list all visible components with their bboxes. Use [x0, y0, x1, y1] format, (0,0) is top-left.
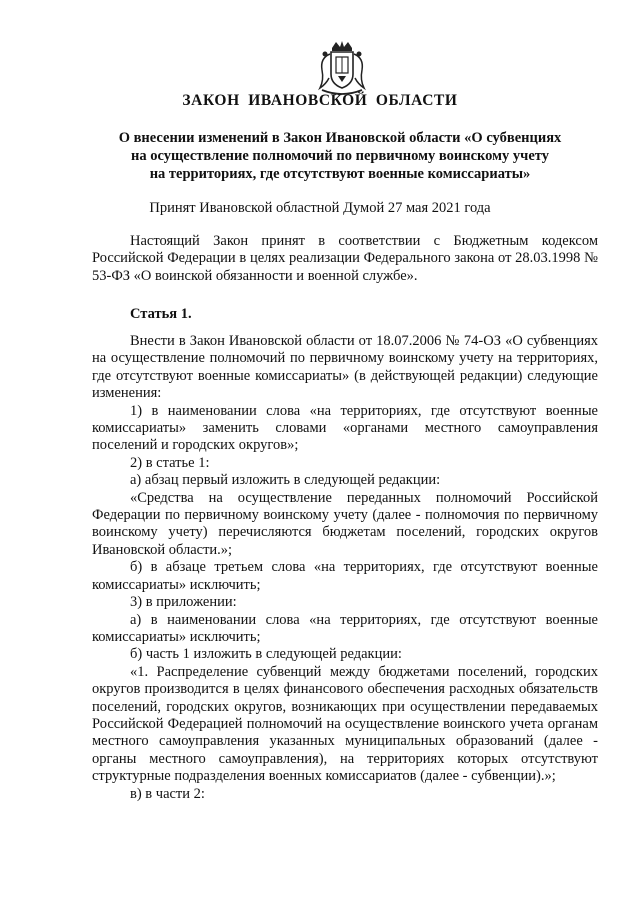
article-paragraph: 2) в статье 1: — [130, 454, 210, 471]
article-paragraph: а) в наименовании слова «на территориях, где отсутствуют военные комиссариаты» исключить; — [92, 611, 598, 645]
article-paragraph: б) часть 1 изложить в следующей редакции: — [130, 646, 402, 663]
ivanovo-coat-of-arms-icon — [316, 40, 368, 98]
subtitle-line: на территориях, где отсутствуют военные комиссариаты» — [149, 166, 531, 182]
preamble — [92, 233, 598, 285]
article-paragraph: 1) в наименовании слова «на территориях, где отсутствуют военные комиссариаты» заменить словами «органами местного самоуправления поселений и городских округов»; — [92, 402, 598, 454]
article-heading: Статья 1. — [130, 306, 192, 322]
article-paragraph: «1. Распределение субвенций между бюджетами поселений, городских округов производится в целях финансового обеспечения расходных обязательств поселений, городских округов, возникающих при осуществлении передаваемых Российской Федерацией полномочий на осуществление воинского учета органам местного самоуправления указанных муниципальных образований (далее - органы местного самоуправления), на территориях которых отсутствуют структурные подразделения военных комиссариатов (далее - субвенции).»; — [92, 663, 598, 785]
law-subtitle — [95, 129, 585, 183]
subtitle-line: О внесении изменений в Закон Ивановской области «О субвенциях — [118, 130, 562, 146]
article-paragraph: б) в абзаце третьем слова «на территориях, где отсутствуют военные комиссариаты» исключить; — [92, 559, 598, 593]
article-paragraph: «Средства на осуществление переданных полномочий Российской Федерации по первичному воинскому учету (далее - полномочия по первичному воинскому учету) перечисляются бюджетам поселений, городских округов Ивановской области.»; — [92, 489, 598, 558]
law-title: ЗАКОН ИВАНОВСКОЙ ОБЛАСТИ — [182, 92, 458, 109]
article-paragraph: 3) в приложении: — [130, 594, 237, 611]
article-paragraph: а) абзац первый изложить в следующей редакции: — [130, 472, 441, 489]
subtitle-line: на осуществление полномочий по первичному воинскому учету — [131, 148, 549, 164]
adoption-line: Принят Ивановской областной Думой 27 мая 2021 года — [149, 200, 491, 216]
article-paragraph: Внести в Закон Ивановской области от 18.07.2006 № 74-ОЗ «О субвенциях на осуществление полномочий по первичному воинскому учету на территориях, где отсутствуют военные комиссариаты» (в действующей редакции) следующие изменения: — [92, 333, 598, 402]
article-paragraph: в) в части 2: — [130, 785, 205, 802]
article-body — [92, 333, 598, 803]
preamble-paragraph: Настоящий Закон принят в соответствии с Бюджетным кодексом Российской Федерации в целях реализации Федерального закона от 28.03.1998 № 53-ФЗ «О воинской обязанности и военной службе». — [92, 233, 598, 284]
